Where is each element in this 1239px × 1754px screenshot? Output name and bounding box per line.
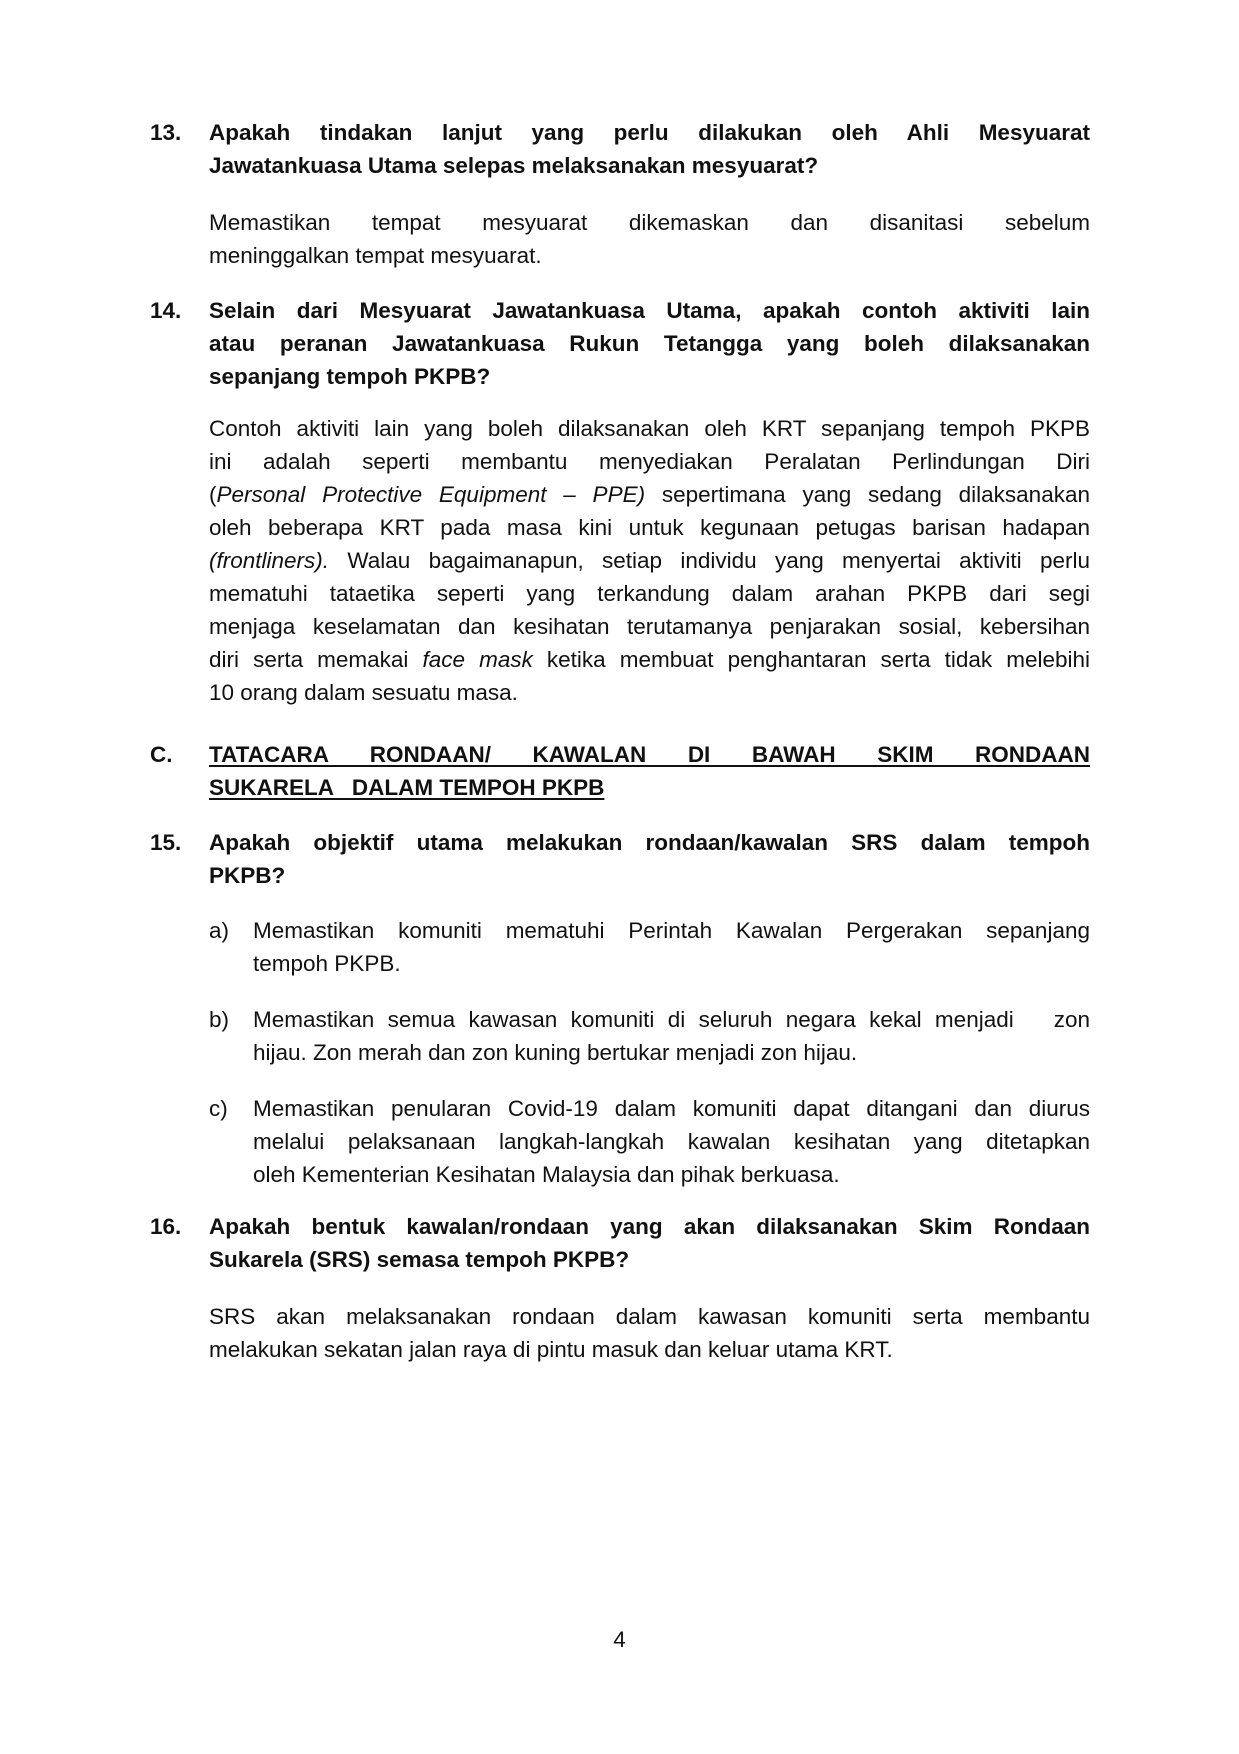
question-number: 16. xyxy=(150,1214,182,1239)
list-item-label: c) xyxy=(209,1096,228,1121)
question-number: 14. xyxy=(150,298,182,323)
list-item-label: b) xyxy=(209,1007,230,1032)
question-number: 13. xyxy=(150,120,182,145)
answer-text: Contoh aktiviti lain yang boleh dilaksanakan oleh KRT sepanjang tempoh PKPB ini adalah seperti membantu menyediakan Peralatan Perlindungan Diri (Personal Protective Equipment – PPE) sepertimana yang sedang dilaksanakan oleh beberapa KRT pada masa kini untuk kegunaan petugas barisan hadapan (frontliners). Walau bagaimanapun, setiap individu yang menyertai aktiviti perlu mematuhi tataetika seperti yang terkandung dalam arahan PKPB dari segi menjaga keselamatan dan kesihatan terutamanya penjarakan sosial, kebersihan diri serta memakai face mask ketika membuat penghantaran serta tidak melebihi 10 orang dalam sesuatu masa. xyxy=(209,416,1090,705)
question-text: Apakah objektif utama melakukan rondaan/kawalan SRS dalam tempoh PKPB? xyxy=(209,830,1090,888)
answer-text: SRS akan melaksanakan rondaan dalam kawasan komuniti serta membantu melakukan sekatan jalan raya di pintu masuk dan keluar utama KRT. xyxy=(209,1304,1090,1362)
question-text: Apakah bentuk kawalan/rondaan yang akan dilaksanakan Skim Rondaan Sukarela (SRS) semasa tempoh PKPB? xyxy=(209,1214,1090,1272)
question-text: Apakah tindakan lanjut yang perlu dilakukan oleh Ahli Mesyuarat Jawatankuasa Utama selepas melaksanakan mesyuarat? xyxy=(209,120,1090,178)
question-number: 15. xyxy=(150,830,182,855)
list-item-label: a) xyxy=(209,918,230,943)
italic-term: (frontliners). xyxy=(209,548,330,573)
italic-term: face mask xyxy=(422,647,533,672)
question-text: Selain dari Mesyuarat Jawatankuasa Utama, apakah contoh aktiviti lain atau peranan Jawatankuasa Rukun Tetangga yang boleh dilaksanakan sepanjang tempoh PKPB? xyxy=(209,298,1090,389)
section-letter: C. xyxy=(150,742,173,767)
italic-term: Personal Protective Equipment – PPE) xyxy=(216,482,646,507)
section-title: TATACARA RONDAAN/ KAWALAN DI BAWAH SKIM RONDAAN SUKARELA DALAM TEMPOH PKPB xyxy=(209,742,1090,800)
page-number: 4 xyxy=(613,1627,626,1652)
answer-text: Memastikan tempat mesyuarat dikemaskan dan disanitasi sebelum meninggalkan tempat mesyuarat. xyxy=(209,210,1090,268)
